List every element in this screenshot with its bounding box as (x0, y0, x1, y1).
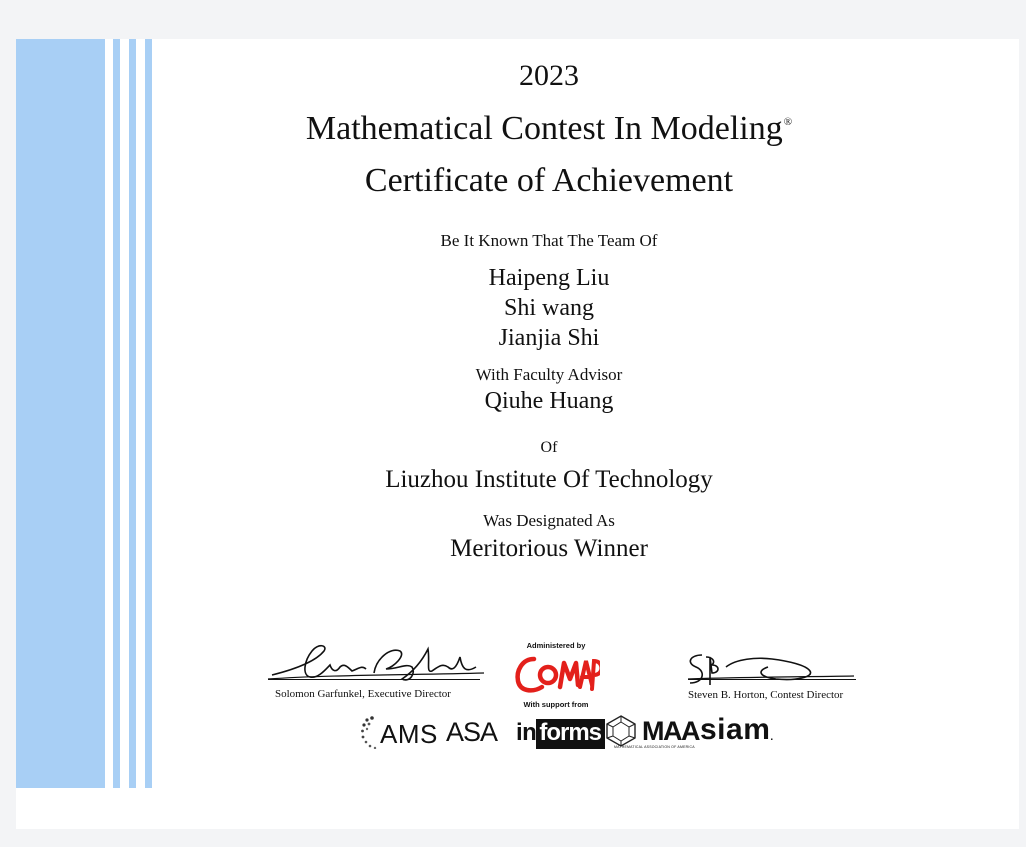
contest-director-signature (676, 649, 856, 689)
informs-logo (516, 719, 605, 749)
informs-suffix: forms (536, 719, 605, 749)
sponsor-logos (360, 713, 790, 753)
certificate-page (16, 39, 1019, 829)
executive-director-caption: Solomon Garfunkel, Executive Director (275, 688, 451, 700)
registered-mark: ® (783, 116, 793, 128)
team-member: Haipeng Liu (488, 265, 610, 291)
advisor-label: With Faculty Advisor (475, 365, 623, 384)
blue-stripe (145, 39, 152, 788)
contest-director-caption: Steven B. Horton, Contest Director (688, 689, 844, 701)
blue-side-band (16, 39, 105, 788)
team-members (489, 263, 610, 353)
maa-subtitle: MATHEMATICAL ASSOCIATION OF AMERICA (614, 745, 695, 749)
advisor-name: Qiuhe Huang (484, 388, 614, 414)
designation-label: Was Designated As (483, 511, 615, 530)
of-label: Of (540, 439, 558, 456)
informs-prefix: in (516, 719, 537, 746)
signature-line (688, 679, 856, 680)
team-member: Jianjia Shi (498, 325, 600, 351)
maa-polyhedron-icon (604, 715, 638, 747)
contest-name (306, 110, 792, 148)
team-intro: Be It Known That The Team Of (440, 231, 658, 250)
asa-logo: ASA (446, 717, 498, 747)
blue-stripe (129, 39, 136, 788)
ams-logo: AMS (380, 719, 438, 749)
award-title: Meritorious Winner (450, 535, 648, 562)
institution-name: Liuzhou Institute Of Technology (385, 466, 713, 493)
contest-name-text: Mathematical Contest In Modeling (305, 110, 783, 147)
executive-director-signature (266, 639, 486, 689)
signature-line (268, 679, 480, 680)
comap-logo (512, 649, 600, 697)
maa-logo: MAA (642, 716, 699, 746)
administered-by-label: Administered by (526, 641, 586, 650)
with-support-label: With support from (523, 700, 589, 709)
certificate-title: Certificate of Achievement (364, 162, 734, 199)
siam-dot: . (770, 732, 774, 743)
certificate-year: 2023 (519, 59, 579, 92)
ams-dots-icon (360, 715, 378, 749)
siam-logo (700, 713, 774, 747)
team-member: Shi wang (503, 295, 594, 321)
blue-stripe (113, 39, 120, 788)
siam-text: siam (700, 713, 771, 746)
